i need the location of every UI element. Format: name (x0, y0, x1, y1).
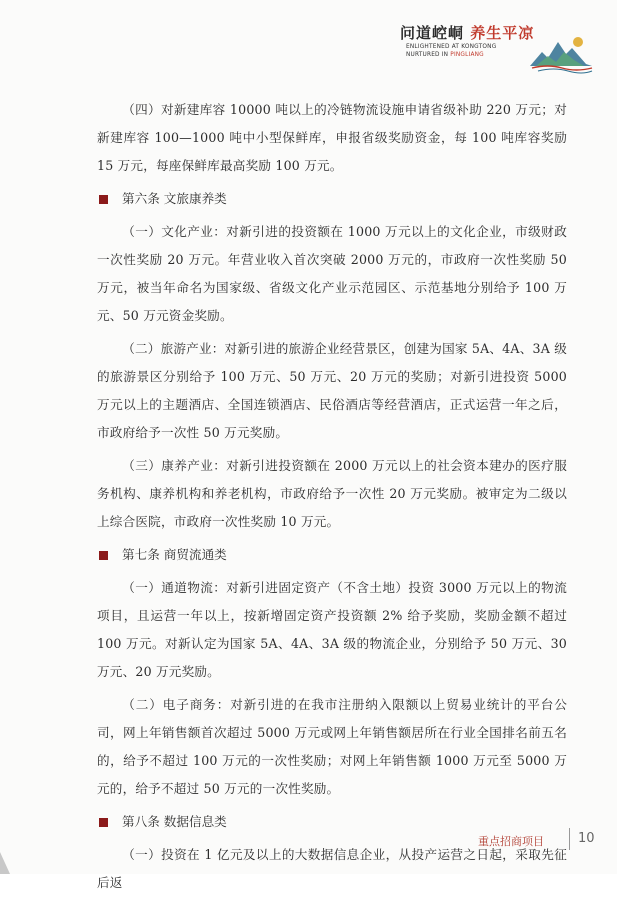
logo-english-line2 (406, 52, 484, 58)
paragraph-culture-industry: （一）文化产业：对新引进的投资额在 1000 万元以上的文化企业，市级财政一次性奖励 20 万元。年营业收入首次突破 2000 万元的，市政府一次性奖励 50 万元，被当年命名为国家级、省级文化产业示范园区、示范基地分别给予 100 万元、50 万元资金奖励。 (97, 224, 567, 323)
logo-english-line2-place: PINGLIANG (450, 52, 484, 58)
paragraph-cold-chain: （四）对新建库容 10000 吨以上的冷链物流设施申请省级补助 220 万元；对新建库容 100—1000 吨中小型保鲜库，申报省级奖励资金，每 100 吨库容奖励 15 万元，每座保鲜库最高奖励 100 万元。 (97, 102, 567, 173)
section-heading-article-8 (97, 808, 567, 836)
page-number: 10 (578, 831, 595, 846)
document-body (97, 96, 567, 902)
paragraph-big-data: （一）投资在 1 亿元及以上的大数据信息企业，从投产运营之日起，采取先征后返 (97, 847, 567, 890)
page-corner-fold (0, 852, 10, 874)
paragraph-e-commerce: （二）电子商务：对新引进的在我市注册纳入限额以上贸易业统计的平台公司，网上年销售额首次超过 5000 万元或网上年销售额居所在行业全国排名前五名的，给予不超过 100 万元的一次性奖励；对网上年销售额 1000 万元至 5000 万元的，给予不超过 50 万元的一次性奖励。 (97, 697, 567, 796)
heading-square-marker (99, 818, 108, 827)
mountain-landscape-icon (528, 32, 594, 74)
footer-section-label: 重点招商项目 (478, 835, 544, 848)
logo-slogan (400, 22, 534, 43)
header-logo (400, 18, 600, 76)
paragraph-health-industry: （三）康养产业：对新引进投资额在 2000 万元以上的社会资本建办的医疗服务机构、康养机构和养老机构，市政府给予一次性 20 万元奖励。被审定为二级以上综合医院，市政府一次性奖励 10 万元。 (97, 458, 567, 529)
footer-divider (569, 828, 570, 850)
heading-square-marker (99, 195, 108, 204)
section-heading-text: 第八条 数据信息类 (122, 814, 227, 829)
paragraph-logistics: （一）通道物流：对新引进固定资产（不含土地）投资 3000 万元以上的物流项目，且运营一年以上，按新增固定资产投资额 2% 给予奖励，奖励金额不超过 100 万元。对新认定为国家 5A、4A、3A 级的物流企业，分别给予 50 万元、30 万元、20 万元奖励。 (97, 580, 567, 679)
section-heading-article-6 (97, 185, 567, 213)
section-heading-article-7 (97, 541, 567, 569)
logo-slogan-part1: 问道崆峒 (400, 24, 465, 42)
logo-slogan-part2: 养生平凉 (470, 24, 535, 42)
heading-square-marker (99, 551, 108, 560)
section-heading-text: 第七条 商贸流通类 (122, 547, 227, 562)
logo-english-line1: ENLIGHTENED AT KONGTONG (406, 44, 497, 50)
paragraph-tourism-industry: （二）旅游产业：对新引进的旅游企业经营景区，创建为国家 5A、4A、3A 级的旅游景区分别给予 100 万元、50 万元、20 万元的奖励；对新引进投资 5000 万元以上的主题酒店、全国连锁酒店、民俗酒店等经营酒店，正式运营一年之后，市政府给予一次性 50 万元奖励。 (97, 341, 567, 440)
logo-english-line2-prefix: NURTURED IN (406, 52, 451, 58)
section-heading-text: 第六条 文旅康养类 (122, 191, 227, 206)
